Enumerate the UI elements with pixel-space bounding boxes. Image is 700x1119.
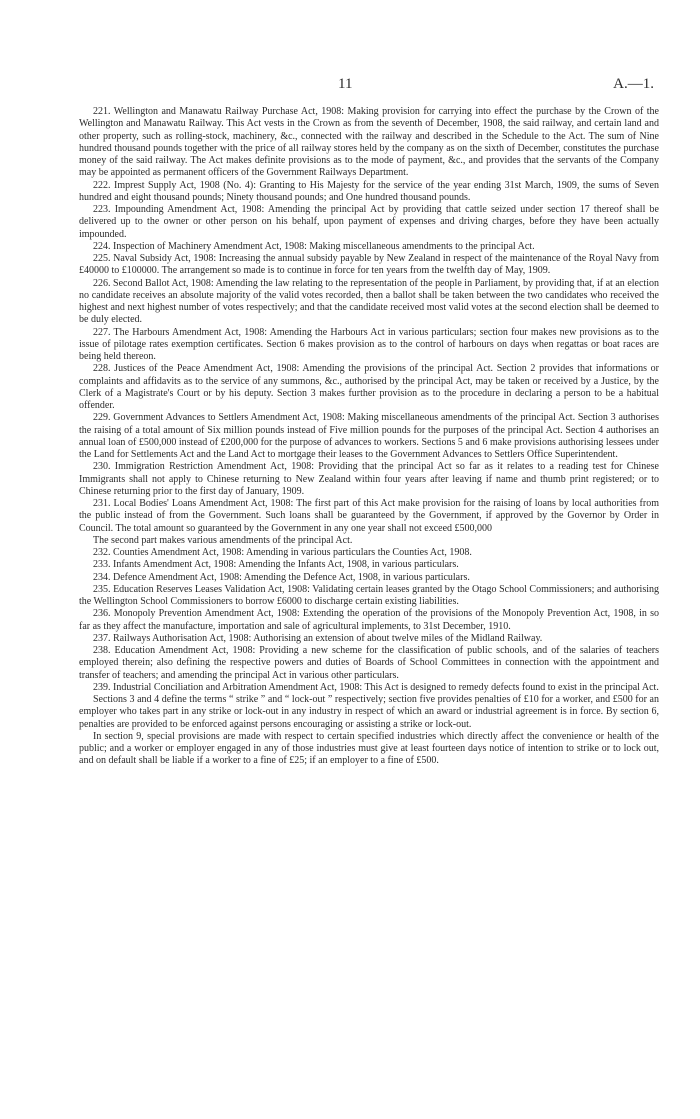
paragraph: 226. Second Ballot Act, 1908: Amending the law relating to the representation of the people in Parliament, by providing that, if at an election no candidate receives an absolute majority of the valid votes recorded, then a ballot shall be taken between the two candidates who received the highest and next highest number of votes respectively; and that the candidate received most valid votes at the second election shall be deemed to be duly elected. [79,277,659,326]
paragraph: 221. Wellington and Manawatu Railway Purchase Act, 1908: Making provision for carrying into effect the purchase by the Crown of the Wellington and Manawatu Railway. This Act vests in the Crown as from the seventh of December, 1908, the said railway, and certain land and other property, such as rolling-stock, machinery, &c., connected with the railway and described in the Schedule to the Act. The sum of Nine hundred thousand pounds together with the price of all railway stores held by the company as on the sixth of December, constitutes the purchase money of the said railway. The Act makes definite provisions as to the mode of payment, &c., and provides that the servants of the Company may be appointed as permanent officers of the Government Railways Department. [79,106,659,179]
paragraph: 227. The Harbours Amendment Act, 1908: Amending the Harbours Act in various particulars; section four makes new provisions as to the issue of pilotage rates exemption certificates. Section 6 makes provision as to the control of harbours on days when regattas or boat races are being held thereon. [79,326,659,362]
paragraph: In section 9, special provisions are made with respect to certain specified industries which directly affect the convenience or health of the public; and a worker or employer engaged in any of those industries must give at least fourteen days notice of intention to strike or to lock out, and on default shall be liable if a worker to a fine of £25; if an employer to a fine of £500. [79,730,659,767]
paragraph: 223. Impounding Amendment Act, 1908: Amending the principal Act by providing that cattle seized under section 17 thereof shall be delivered up to the owner or other person on his behalf, upon payment of expenses and driving charges, before they have been actually impounded. [79,204,659,240]
paragraph: 235. Education Reserves Leases Validation Act, 1908: Validating certain leases granted by the Otago School Commissioners; and authorising the Wellington School Commissioners to borrow £6000 to discharge certain existing liabilities. [79,583,659,607]
page-number: 11 [338,76,353,92]
paragraph: 236. Monopoly Prevention Amendment Act, 1908: Extending the operation of the provisions of the Monopoly Prevention Act, 1908, in so far as they affect the manufacture, importation and sale of agricultural implements, to 31st December, 1910. [79,608,659,632]
paragraph: The second part makes various amendments of the principal Act. [93,534,353,546]
paragraph: 230. Immigration Restriction Amendment Act, 1908: Providing that the principal Act so far as it relates to a reading test for Chinese Immigrants shall not apply to Chinese returning to New Zealand within four years after leaving if name and thumb print registered; or to Chinese returning prior to the first day of January, 1909. [79,461,659,497]
paragraph: 237. Railways Authorisation Act, 1908: Authorising an extension of about twelve miles of the Midland Railway. [93,632,543,644]
paragraph: 228. Justices of the Peace Amendment Act, 1908: Amending the provisions of the principal Act. Section 2 provides that informations or complaints and affidavits as to the service of any summons, &c., authorised by the principal Act, may be taken or received by a Justice, by the Clerk of a Magistrate's Court or by his deputy. Section 3 makes further provision as to the procedure in declaring a person to be a habitual offender. [79,363,659,411]
paragraph: 232. Counties Amendment Act, 1908: Amending in various particulars the Counties Act, 1908. [93,547,472,558]
paragraph: 224. Inspection of Machinery Amendment Act, 1908: Making miscellaneous amendments to the principal Act. [93,240,535,252]
paragraph: 225. Naval Subsidy Act, 1908: Increasing the annual subsidy payable by New Zealand in respect of the maintenance of the Royal Navy from £40000 to £100000. The arrangement so made is to continue in force for ten years from the twelfth day of May, 1909. [79,253,659,277]
paragraph: 234. Defence Amendment Act, 1908: Amending the Defence Act, 1908, in various particulars. [93,571,470,583]
paragraph: 231. Local Bodies' Loans Amendment Act, 1908: The first part of this Act make provision for the raising of loans by local authorities from the public instead of from the Government. Such loans shall be guaranteed by the Government, if approved by the Governor by Order in Council. The total amount so guaranteed by the Government in any one year shall not exceed £500,000 [79,498,659,534]
page-header [0,76,700,96]
paragraph: 229. Government Advances to Settlers Amendment Act, 1908: Making miscellaneous amendments of the principal Act. Section 3 authorises the raising of a total amount of Six million pounds instead of Five million pounds for the purposes of the principal Act. Section 4 authorises an annual loan of £500,000 instead of £200,000 for the purpose of advances to workers. Sections 5 and 6 make provisions authorising lessees under the Land for Settlements Act and the Land Act to mortgage their leases to the Government Advances to Settlers Office Superintendent. [79,412,659,460]
paragraph: 222. Imprest Supply Act, 1908 (No. 4): Granting to His Majesty for the service of the year ending 31st March, 1909, the sums of Seven hundred and eight thousand pounds; Ninety thousand pounds; and One hundred thousand pounds. [79,179,659,203]
document-reference: A.—1. [613,76,654,92]
body-text [79,106,659,768]
paragraph: 233. Infants Amendment Act, 1908: Amending the Infants Act, 1908, in various particulars. [93,559,459,571]
paragraph: Sections 3 and 4 define the terms “ strike ” and “ lock-out ” respectively; section five provides penalties of £10 for a worker, and £500 for an employer who takes part in any strike or lock-out in any industry in respect of which an award or industrial agreement is in force. By section 6, penalties are provided to be enforced against persons encouraging or assisting a strike or lock-out. [79,694,659,730]
paragraph: 238. Education Amendment Act, 1908: Providing a new scheme for the classification of public schools, and of the salaries of teachers employed therein; also defining the respective powers and duties of Boards of School Committees in connection with the appointment and transfer of teachers; and amending the principal Act in various other particulars. [79,645,659,681]
paragraph: 239. Industrial Conciliation and Arbitration Amendment Act, 1908: This Act is designed to remedy defects found to exist in the principal Act. [93,681,659,693]
